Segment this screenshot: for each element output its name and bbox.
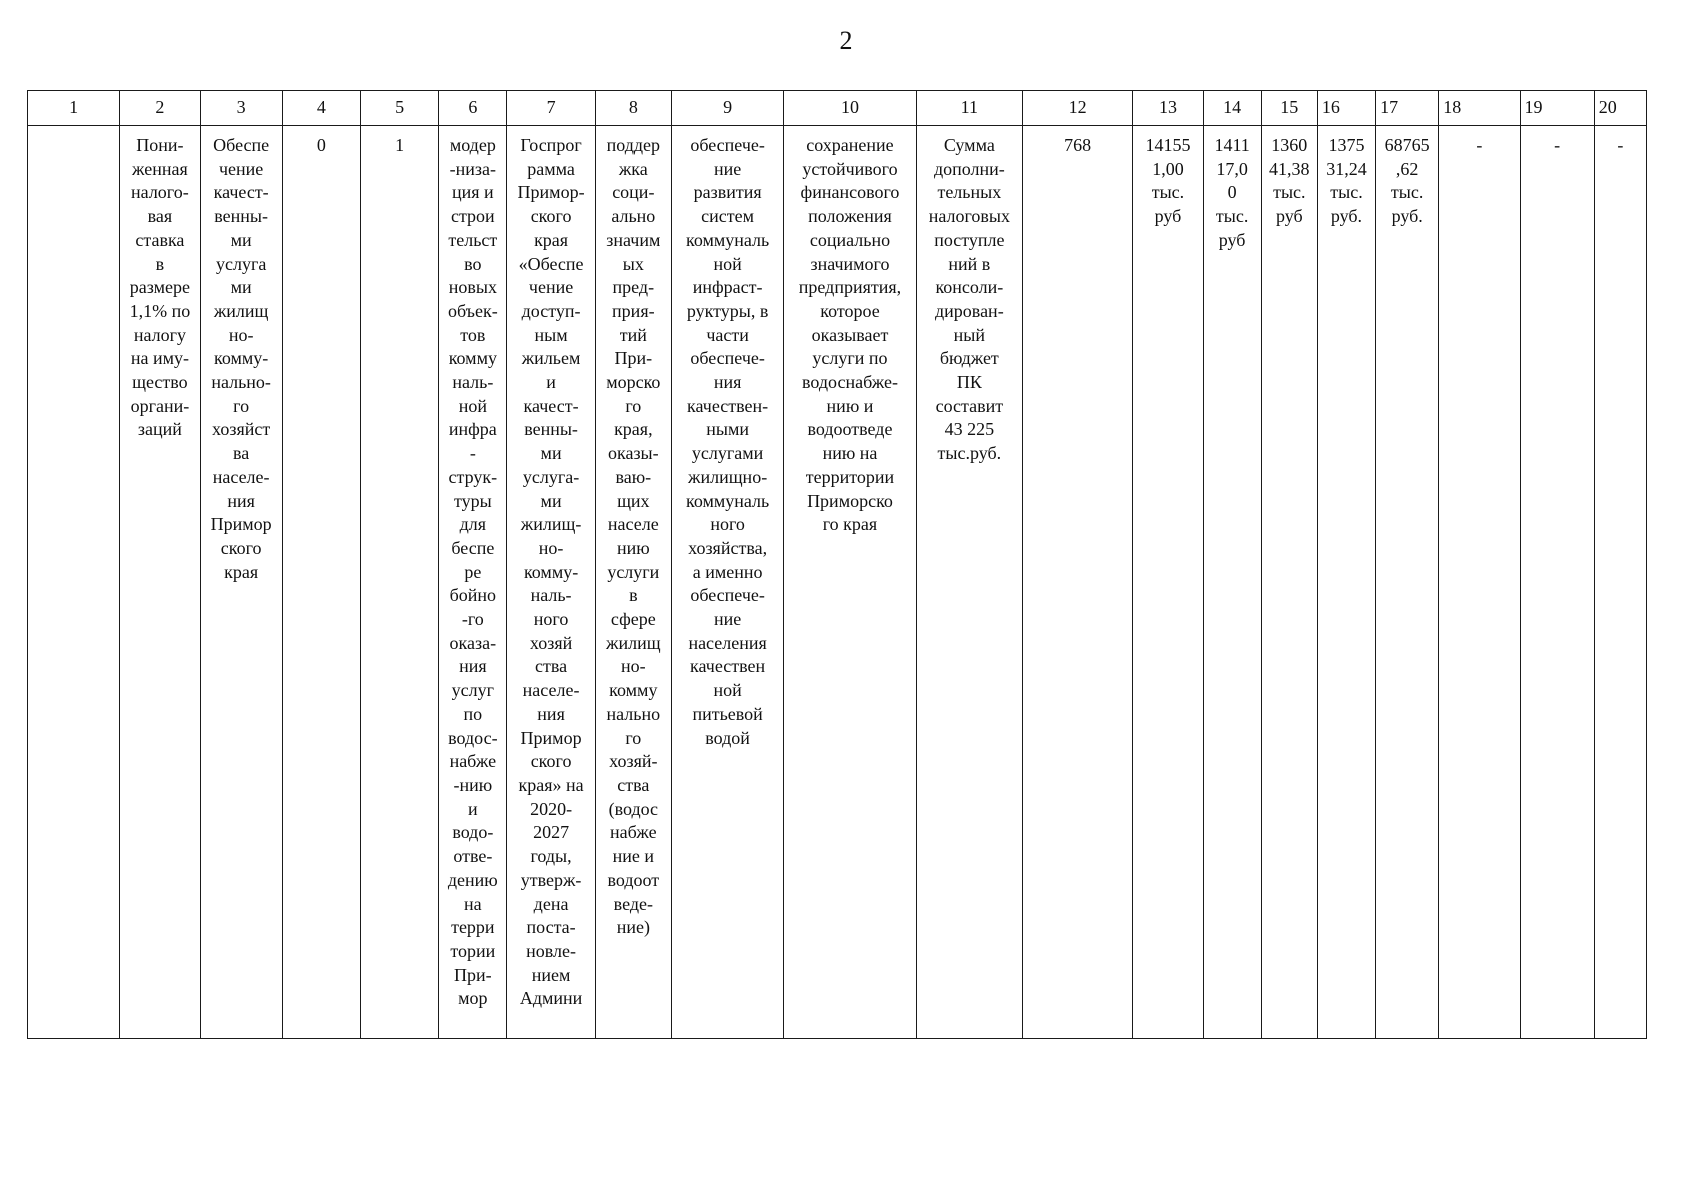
column-header-20: 20: [1594, 91, 1646, 126]
cell-tax-rate: Пони- женная налого- вая ставка в размере 1,1% по налогу на иму- щество органи- заций: [120, 126, 200, 1039]
cell-col-19: -: [1520, 126, 1594, 1039]
column-header-17: 17: [1376, 91, 1439, 126]
column-header-13: 13: [1133, 91, 1203, 126]
column-header-2: 2: [120, 91, 200, 126]
cell-col-14: 1411 17,0 0 тыс. руб: [1203, 126, 1261, 1039]
cell-col-5: 1: [361, 126, 439, 1039]
column-header-4: 4: [282, 91, 360, 126]
header-row: [28, 91, 1647, 126]
column-header-7: 7: [507, 91, 595, 126]
column-header-19: 19: [1520, 91, 1594, 126]
column-header-6: 6: [439, 91, 507, 126]
column-header-12: 12: [1023, 91, 1133, 126]
cell-col-13: 14155 1,00 тыс. руб: [1133, 126, 1203, 1039]
column-header-1: 1: [28, 91, 120, 126]
table-row: [28, 126, 1647, 1039]
cell-col-12: 768: [1023, 126, 1133, 1039]
column-header-15: 15: [1261, 91, 1317, 126]
cell-financial-stability: сохранение устойчивого финансового положения социально значимого предприятия, которое оказывает услуги по водоснабже- нию и водоотведе нию на территории Приморско го края: [784, 126, 916, 1039]
column-header-10: 10: [784, 91, 916, 126]
cell-goal: Обеспе чение качест- венны- ми услуга ми жилищ но- комму- нально- го хозяйст ва населе- ния Примор ского края: [200, 126, 282, 1039]
cell-col-1: [28, 126, 120, 1039]
column-header-3: 3: [200, 91, 282, 126]
cell-support: поддер жка соци- ально значим ых пред- прия- тий При- морско го края, оказы- ваю- щих населе нию услуги в сфере жилищ но- комму нально го хозяй- ства (водос набже ние и водоот веде- ние): [595, 126, 671, 1039]
column-header-14: 14: [1203, 91, 1261, 126]
cell-modernization: модер -низа- ция и строи тельст во новых объек- тов комму наль- ной инфра - струк- туры для беспе ре бойно -го оказа- ния услуг по водос- набже -нию и водо- отве- дению на терри тории При- мор: [439, 126, 507, 1039]
data-table: [27, 90, 1647, 1039]
cell-infrastructure: обеспече- ние развития систем коммуналь ной инфраст- руктуры, в части обеспече- ния качествен- ными услугами жилищно- коммуналь ного хозяйства, а именно обеспече- ние населения качествен ной питьевой водой: [671, 126, 783, 1039]
column-header-18: 18: [1439, 91, 1520, 126]
cell-col-20: -: [1594, 126, 1646, 1039]
column-header-5: 5: [361, 91, 439, 126]
cell-additional-revenue: Сумма дополни- тельных налоговых поступле ний в консоли- дирован- ный бюджет ПК составит 43 225 тыс.руб.: [916, 126, 1022, 1039]
cell-col-16: 1375 31,24 тыс. руб.: [1317, 126, 1375, 1039]
column-header-11: 11: [916, 91, 1022, 126]
cell-col-4: 0: [282, 126, 360, 1039]
cell-state-program: Госпрог рамма Примор- ского края «Обеспе чение доступ- ным жильем и качест- венны- ми услуга- ми жилищ- но- комму- наль- ного хозяй ства населе- ния Примор ского края» на 2020- 2027 годы, утверж- дена поста- новле- нием Админи: [507, 126, 595, 1039]
page-number: 2: [839, 26, 853, 55]
cell-col-18: -: [1439, 126, 1520, 1039]
cell-col-17: 68765 ,62 тыс. руб.: [1376, 126, 1439, 1039]
column-header-16: 16: [1317, 91, 1375, 126]
cell-col-15: 1360 41,38 тыс. руб: [1261, 126, 1317, 1039]
column-header-9: 9: [671, 91, 783, 126]
column-header-8: 8: [595, 91, 671, 126]
